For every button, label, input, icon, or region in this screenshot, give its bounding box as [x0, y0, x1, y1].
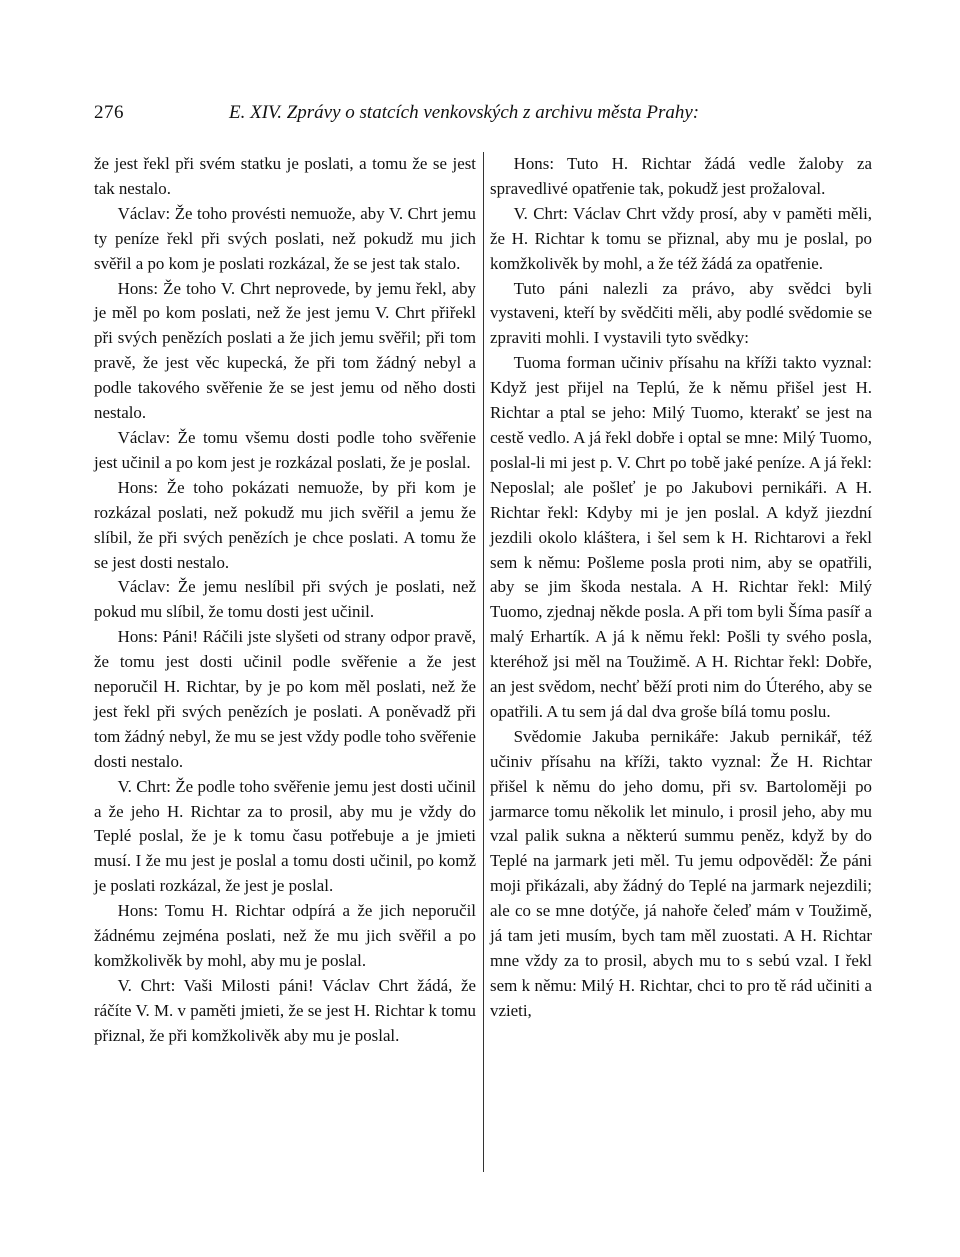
right-column: [490, 152, 872, 1024]
paragraph: Hons: Že toho V. Chrt neprovede, by jemu řekl, aby je měl po kom poslati, než že jest jemu V. Chrt přiřekl při svých penězích poslati a že jich jemu svěřil; při tom pravě, že jest věc kupecká, že při tom žádný nebyl a podle takového svěřenie že se jest jemu od něho dosti nestalo.: [94, 278, 476, 423]
paragraph: Tuto páni nalezli za právo, aby svědci byli vystaveni, kteří by svědčiti měli, aby podlé svědomie se zpraviti mohli. I vystavili tyto svědky:: [490, 278, 872, 348]
running-head: [94, 102, 874, 128]
page-number: 276: [94, 102, 124, 123]
paragraph: Tuoma forman učiniv přísahu na kříži takto vyznal: Když jest přijel na Teplú, že k němu přišel jest H. Richtar a ptal se jeho: Milý Tuomo, kterakť se jest na cestě vedlo. A já řekl dobře i optal se mne: Milý Tuomo, poslal-li mi jest p. V. Chrt po tobě jaké peníze. A já řekl: Neposlal; ale pošleť je po Jakubovi pernikáři. A H. Richtar řekl: Kdyby mi je jen poslal. A když jiezdní jezdili okolo kláštera, i šel sem k H. Richtarovi a řekl sem k němu: Pošleme posla proti nim, aby se opatřili, aby se jim škoda nestala. A H. Richtar řekl: Milý Tuomo, zjednaj někde posla. A při tom byli Šíma pasíř a malý Erhartík. A já k němu řekl: Pošli ty svého posla, kteréhož jsi měl na Toužimě. A H. Richtar řekl: Dobře, an jest svědom, nechť běží proti nim do Úterého, aby se opatřili. A tu sem já dal dva groše bílá tomu poslu.: [490, 353, 872, 721]
paragraph: Václav: Že toho provésti nemuože, aby V. Chrt jemu ty peníze řekl při svých poslati, než pokudž mu jich svěřil a po kom je poslati rozkázal, že se jest tak stalo.: [94, 203, 476, 273]
paragraph: Hons: Že toho pokázati nemuože, by při kom je rozkázal poslati, než pokudž mu jich svěřil a jemu že slíbil, že při svých penězích je chce poslati. A tomu že se jest dosti nestalo.: [94, 477, 476, 572]
running-title: E. XIV. Zprávy o statcích venkovských z archivu města Prahy:: [229, 102, 700, 123]
paragraph: Václav: Že jemu neslíbil při svých je poslati, než pokud mu slíbil, že tomu dosti jest učinil.: [94, 577, 476, 622]
paragraph: že jest řekl při svém statku je poslati, a tomu že se jest tak nestalo.: [94, 154, 476, 198]
paragraph: V. Chrt: Vaši Milosti páni! Václav Chrt žádá, že ráčíte V. M. v paměti jmieti, že se jest H. Richtar k tomu přiznal, že při komžkolivěk aby mu je poslal.: [94, 975, 476, 1045]
paragraph: V. Chrt: Že podle toho svěřenie jemu jest dosti učinil a že jeho H. Richtar za to prosil, aby mu je vždy do Teplé poslal, že je k tomu času potřebuje a je jmieti musí. I že mu jest je poslal a tomu dosti učinil, po komž je poslati rozkázal, že jest je poslal.: [94, 776, 476, 896]
paragraph: Hons: Tuto H. Richtar žádá vedle žaloby za spravedlivé opatřenie tak, pokudž jest prožaloval.: [490, 154, 872, 198]
paragraph: Hons: Páni! Ráčili jste slyšeti od strany odpor pravě, že tomu jest dosti učinil podle svěřenie a že jest neporučil H. Richtar, by je po kom měl poslati, než že jest řekl při svých penězích je poslati. A poněvadž při tom žádný nebyl, že mu se jest vždy podle toho svěřenie dosti nestalo.: [94, 627, 476, 771]
paragraph: Václav: Že tomu všemu dosti podle toho svěřenie jest učinil a po kom jest je rozkázal poslati, že je poslal.: [94, 427, 476, 472]
paragraph: V. Chrt: Václav Chrt vždy prosí, aby v paměti měli, že H. Richtar k tomu se přiznal, aby mu je poslal, po komžkolivěk by mohl, a že též žádá za opatřenie.: [490, 203, 872, 273]
column-divider: [483, 152, 484, 1172]
paragraph: Hons: Tomu H. Richtar odpírá a že jich neporučil žádnému zejména poslati, než že mu jich svěřil a po komžkolivěk by mohl, aby mu je poslal.: [94, 901, 476, 970]
left-column: [94, 152, 476, 1049]
paragraph: Svědomie Jakuba pernikáře: Jakub pernikář, též učiniv přísahu na kříži, takto vyznal: Že H. Richtar přišel k němu do jeho domu, při sv. Bartoloměji po jarmarce tomu několik let minulo, i prosil jeho, aby mu vzal palik sukna a některú summu peněz, když by do Teplé na jarmark jeti měl. Tu jemu odpověděl: Že páni moji přikázali, aby žádný do Teplé na jarmark nejezdili; ale co se mne dotýče, já nahoře čeleď mám v Toužimě, já tam jeti musím, bych tam měl zuostati. A H. Richtar mne vždy za to prosil, abych mu to s sebú vzal. I řekl sem k němu: Milý H. Richtar, chci to pro tě rád učiniti a vzieti,: [490, 726, 872, 1020]
